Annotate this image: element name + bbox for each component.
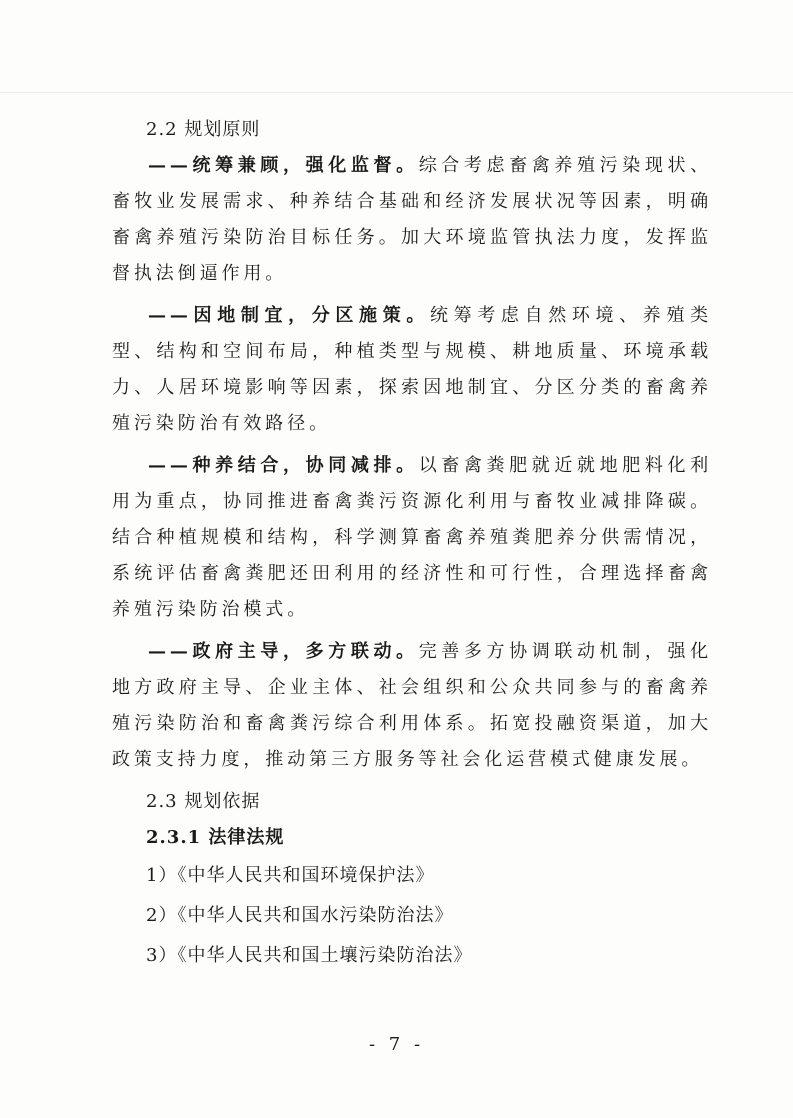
scan-artifact-line [0, 92, 793, 93]
law-item: 3）《中华人民共和国土壤污染防治法》 [146, 945, 473, 966]
page-number: - 7 - [368, 1034, 425, 1055]
principle-lead: ——因地制宜，分区施策。 [148, 305, 430, 326]
law-item: 2）《中华人民共和国水污染防治法》 [146, 905, 454, 926]
principle-text: 完善多方协调联动机制，强化地方政府主导、企业主体、社会组织和公众共同参与的畜禽养殖污染防治和畜禽粪污综合利用体系。拓宽投融资渠道，加大政策支持力度，推动第三方服务等社会化运营模式健康发展。 [112, 641, 712, 770]
principle-lead: ——政府主导，多方联动。 [148, 641, 419, 662]
principle-paragraph [112, 148, 712, 292]
principle-text: 综合考虑畜禽养殖污染现状、畜牧业发展需求、种养结合基础和经济发展状况等因素，明确畜禽养殖污染防治目标任务。加大环境监管执法力度，发挥监督执法倒逼作用。 [112, 155, 712, 284]
law-item: 1）《中华人民共和国环境保护法》 [146, 865, 435, 886]
principle-text: 统筹考虑自然环境、养殖类型、结构和空间布局，种植类型与规模、耕地质量、环境承载力、人居环境影响等因素，探索因地制宜、分区分类的畜禽养殖污染防治有效路径。 [112, 305, 712, 434]
principle-paragraph [112, 298, 712, 442]
section-heading-2-3: 2.3 规划依据 [146, 791, 261, 812]
subsection-heading-2-3-1: 2.3.1 法律法规 [146, 827, 285, 848]
principle-paragraph [112, 634, 712, 778]
page-content [112, 112, 712, 976]
principle-paragraph [112, 448, 712, 628]
section-heading-2-2: 2.2 规划原则 [146, 119, 261, 140]
principle-lead: ——统筹兼顾，强化监督。 [148, 155, 419, 176]
principle-lead: ——种养结合，协同减排。 [148, 455, 419, 476]
principle-text: 以畜禽粪肥就近就地肥料化利用为重点，协同推进畜禽粪污资源化利用与畜牧业减排降碳。结合种植规模和结构，科学测算畜禽养殖粪肥养分供需情况，系统评估畜禽粪肥还田利用的经济性和可行性，合理选择畜禽养殖污染防治模式。 [112, 455, 712, 620]
